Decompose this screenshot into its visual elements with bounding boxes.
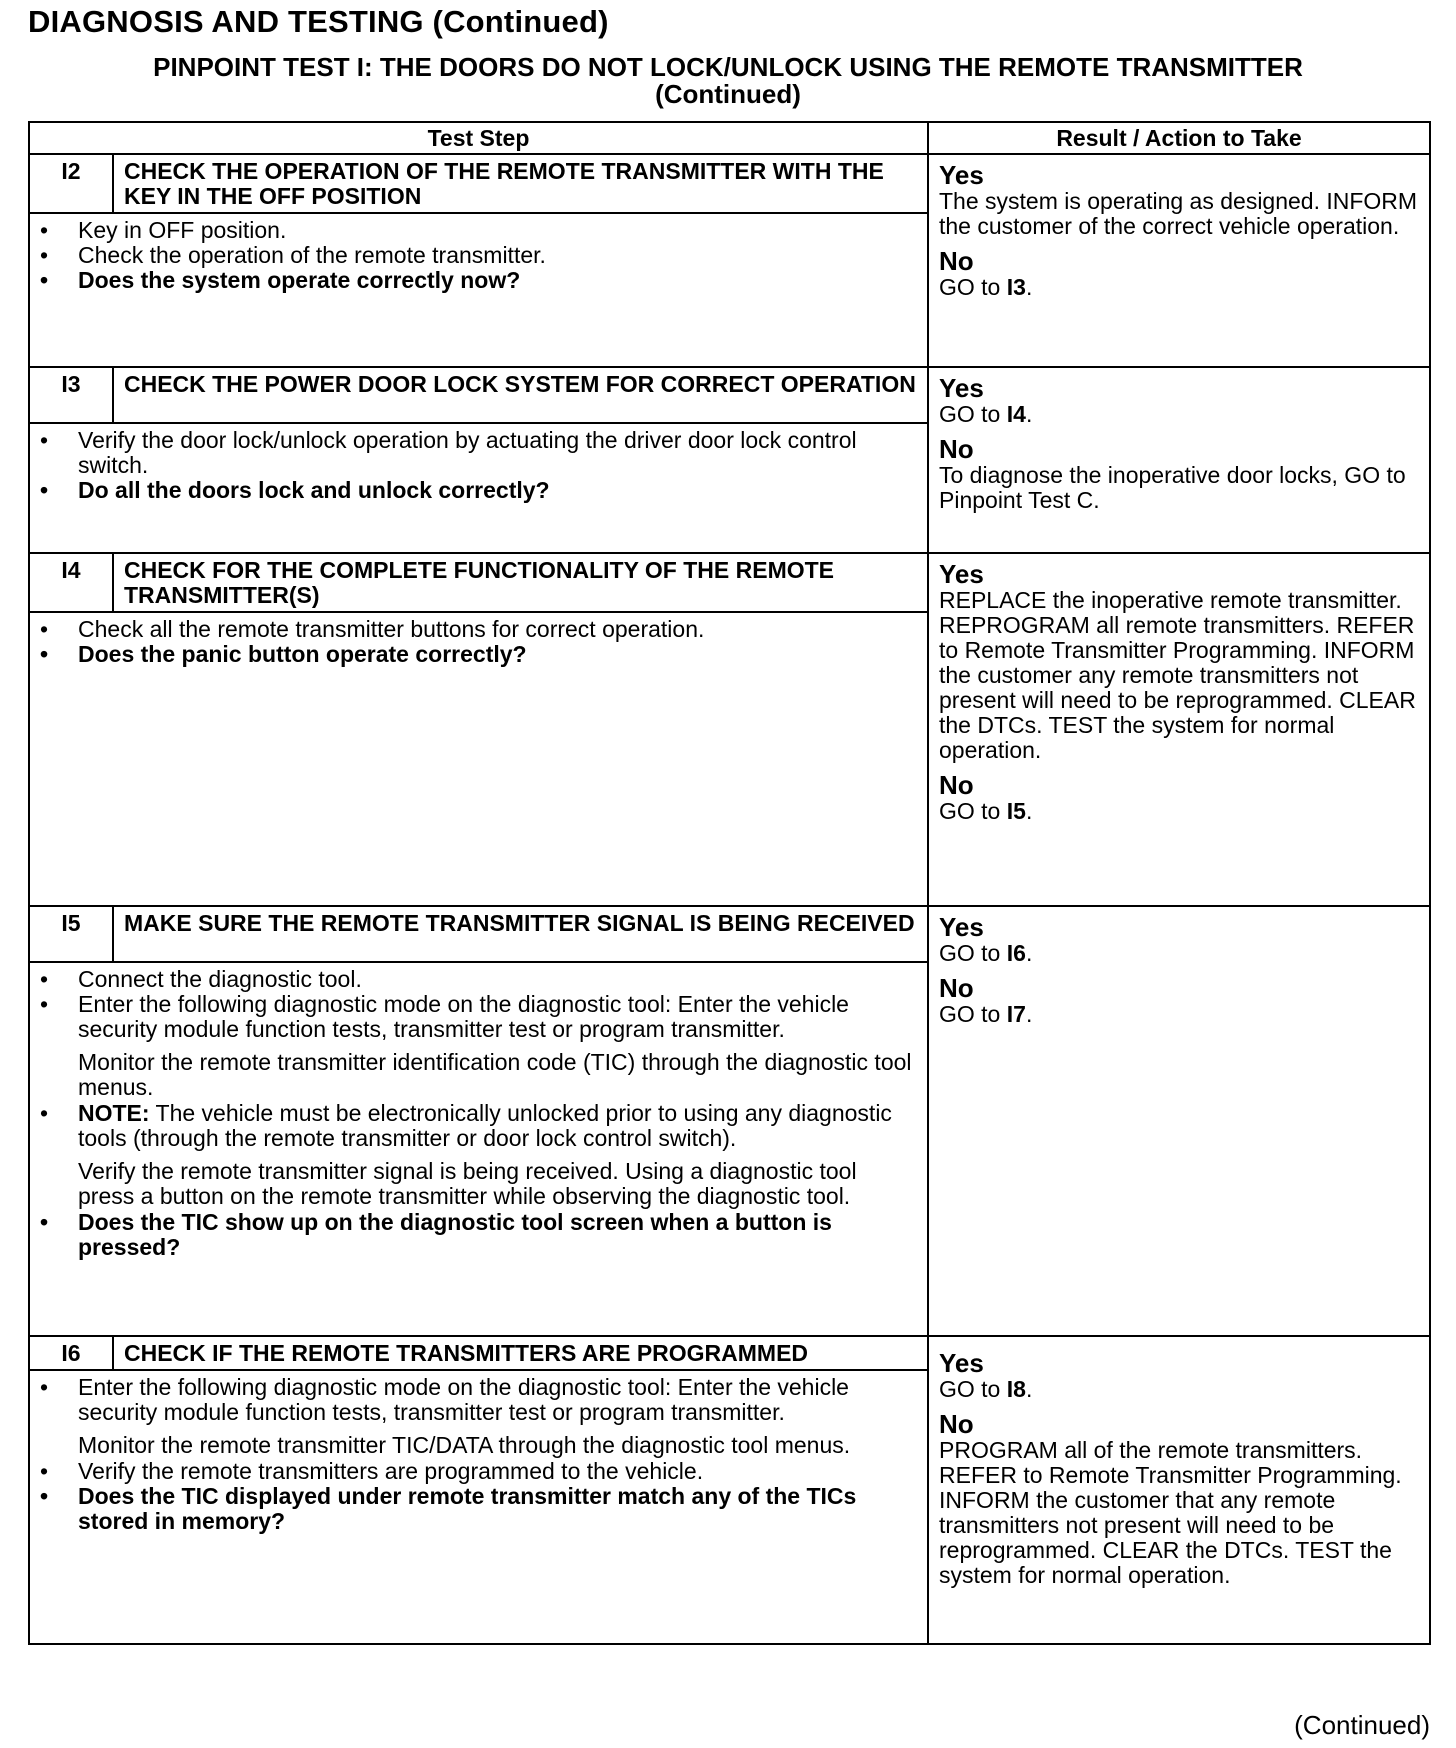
step-actions	[40, 967, 917, 1260]
step-number: I2	[29, 154, 113, 213]
step-reference: I8	[1006, 1376, 1026, 1402]
no-action-text: GO to	[939, 798, 1007, 824]
page-title: DIAGNOSIS AND TESTING (Continued)	[28, 4, 609, 39]
action-note	[40, 1101, 917, 1151]
step-i3-body	[29, 423, 928, 553]
action-paragraph: Verify the remote transmitter signal is being received. Using a diagnostic tool press a button on the remote transmitter while observing the diagnostic tool.	[78, 1158, 857, 1209]
step-reference: I4	[1006, 401, 1026, 427]
yes-action-text: GO to	[939, 940, 1007, 966]
step-i5-body	[29, 962, 928, 1336]
step-heading: CHECK FOR THE COMPLETE FUNCTIONALITY OF THE REMOTE TRANSMITTER(S)	[113, 553, 928, 612]
step-heading: CHECK THE OPERATION OF THE REMOTE TRANSMITTER WITH THE KEY IN THE OFF POSITION	[113, 154, 928, 213]
step-i2-body	[29, 213, 928, 367]
step-number: I5	[29, 906, 113, 962]
yes-action	[939, 1377, 1421, 1402]
pinpoint-test-title-line1: PINPOINT TEST I: THE DOORS DO NOT LOCK/UNLOCK USING THE REMOTE TRANSMITTER	[153, 52, 1303, 82]
action-item: • Check the operation of the remote transmitter.	[40, 243, 917, 268]
action-item: • Verify the remote transmitters are programmed to the vehicle.	[40, 1459, 917, 1484]
step-i4-heading-row	[29, 553, 1430, 612]
table-header-row	[29, 122, 1430, 154]
pinpoint-test-title	[28, 54, 1428, 108]
no-action-text: GO to	[939, 274, 1007, 300]
step-reference: I6	[1006, 940, 1026, 966]
no-action: PROGRAM all of the remote transmitters. REFER to Remote Transmitter Programming. INFORM the customer that any remote transmitters not present will need to be reprogrammed. CLEAR the DTCs. TEST the system for normal operation.	[939, 1437, 1402, 1588]
yes-action-tail: .	[1025, 401, 1033, 427]
result-yes	[939, 161, 1421, 239]
step-i6-body	[29, 1370, 928, 1644]
no-label: No	[939, 973, 974, 1003]
action-item: • Check all the remote transmitter buttons for correct operation.	[40, 617, 917, 642]
action-question: • Do all the doors lock and unlock correctly?	[40, 478, 917, 503]
no-action-tail: .	[1025, 798, 1033, 824]
step-actions	[40, 218, 917, 293]
note-text: The vehicle must be electronically unlocked prior to using any diagnostic tools (through the remote transmitter or door lock control switch).	[78, 1100, 892, 1151]
step-i2-result	[928, 154, 1430, 367]
yes-action-tail: .	[1025, 1376, 1033, 1402]
action-item: • Verify the door lock/unlock operation by actuating the driver door lock control switch.	[40, 428, 917, 478]
step-reference: I3	[1006, 274, 1026, 300]
no-action	[939, 799, 1421, 824]
step-i6-result	[928, 1336, 1430, 1644]
action-question: • Does the TIC show up on the diagnostic tool screen when a button is pressed?	[40, 1210, 917, 1260]
action-paragraph: Monitor the remote transmitter TIC/DATA through the diagnostic tool menus.	[78, 1432, 851, 1458]
result-no	[939, 247, 1421, 300]
step-i3-result	[928, 367, 1430, 553]
no-label: No	[939, 770, 974, 800]
step-i6-heading-row	[29, 1336, 1430, 1370]
no-action	[939, 275, 1421, 300]
no-action-tail: .	[1025, 274, 1033, 300]
pinpoint-test-title-line2: (Continued)	[655, 79, 801, 109]
no-action	[939, 1002, 1421, 1027]
action-item: • Connect the diagnostic tool.	[40, 967, 917, 992]
no-label: No	[939, 1409, 974, 1439]
result-no	[939, 1410, 1421, 1588]
yes-label: Yes	[939, 373, 984, 403]
result-no	[939, 435, 1421, 513]
action-item: • Key in OFF position.	[40, 218, 917, 243]
step-number: I6	[29, 1336, 113, 1370]
no-action-tail: .	[1025, 1001, 1033, 1027]
result-no	[939, 771, 1421, 824]
action-item: • Enter the following diagnostic mode on the diagnostic tool: Enter the vehicle security module function tests, transmitter test or program transmitter.	[40, 1375, 917, 1425]
yes-action-text: GO to	[939, 1376, 1007, 1402]
no-action: To diagnose the inoperative door locks, GO to Pinpoint Test C.	[939, 462, 1406, 513]
step-heading: MAKE SURE THE REMOTE TRANSMITTER SIGNAL IS BEING RECEIVED	[113, 906, 928, 962]
no-label: No	[939, 246, 974, 276]
yes-action	[939, 402, 1421, 427]
result-yes	[939, 1349, 1421, 1402]
yes-label: Yes	[939, 1348, 984, 1378]
yes-label: Yes	[939, 559, 984, 589]
yes-action: REPLACE the inoperative remote transmitter. REPROGRAM all remote transmitters. REFER to Remote Transmitter Programming. INFORM the customer any remote transmitters not present will need to be reprogrammed. CLEAR the DTCs. TEST the system for normal operation.	[939, 587, 1416, 763]
step-i5-heading-row	[29, 906, 1430, 962]
result-yes	[939, 913, 1421, 966]
step-i4-body	[29, 612, 928, 906]
action-paragraph: Monitor the remote transmitter identification code (TIC) through the diagnostic tool menus.	[78, 1049, 912, 1100]
no-label: No	[939, 434, 974, 464]
step-heading: CHECK THE POWER DOOR LOCK SYSTEM FOR CORRECT OPERATION	[113, 367, 928, 423]
yes-action-text: GO to	[939, 401, 1007, 427]
step-actions	[40, 428, 917, 503]
result-yes	[939, 374, 1421, 427]
no-action-text: GO to	[939, 1001, 1007, 1027]
yes-action-tail: .	[1025, 940, 1033, 966]
continued-label: (Continued)	[1294, 1710, 1430, 1740]
result-no	[939, 974, 1421, 1027]
action-question: • Does the system operate correctly now?	[40, 268, 917, 293]
action-item: • Enter the following diagnostic mode on the diagnostic tool: Enter the vehicle security module function tests, transmitter test or program transmitter.	[40, 992, 917, 1042]
step-heading: CHECK IF THE REMOTE TRANSMITTERS ARE PROGRAMMED	[113, 1336, 928, 1370]
step-reference: I7	[1006, 1001, 1026, 1027]
yes-label: Yes	[939, 912, 984, 942]
step-actions	[40, 1375, 917, 1534]
yes-action: The system is operating as designed. INFORM the customer of the correct vehicle operation.	[939, 188, 1418, 239]
column-header-result: Result / Action to Take	[928, 122, 1430, 154]
step-i2-heading-row	[29, 154, 1430, 213]
yes-action	[939, 941, 1421, 966]
yes-label: Yes	[939, 160, 984, 190]
step-actions	[40, 617, 917, 667]
step-i4-result	[928, 553, 1430, 906]
note-label: NOTE:	[78, 1100, 150, 1126]
step-i3-heading-row	[29, 367, 1430, 423]
pinpoint-test-table	[28, 121, 1431, 1645]
result-yes	[939, 560, 1421, 763]
step-number: I4	[29, 553, 113, 612]
step-i5-result	[928, 906, 1430, 1336]
action-question: • Does the panic button operate correctly?	[40, 642, 917, 667]
step-reference: I5	[1006, 798, 1026, 824]
action-question: • Does the TIC displayed under remote transmitter match any of the TICs stored in memory?	[40, 1484, 917, 1534]
column-header-test-step: Test Step	[29, 122, 928, 154]
step-number: I3	[29, 367, 113, 423]
